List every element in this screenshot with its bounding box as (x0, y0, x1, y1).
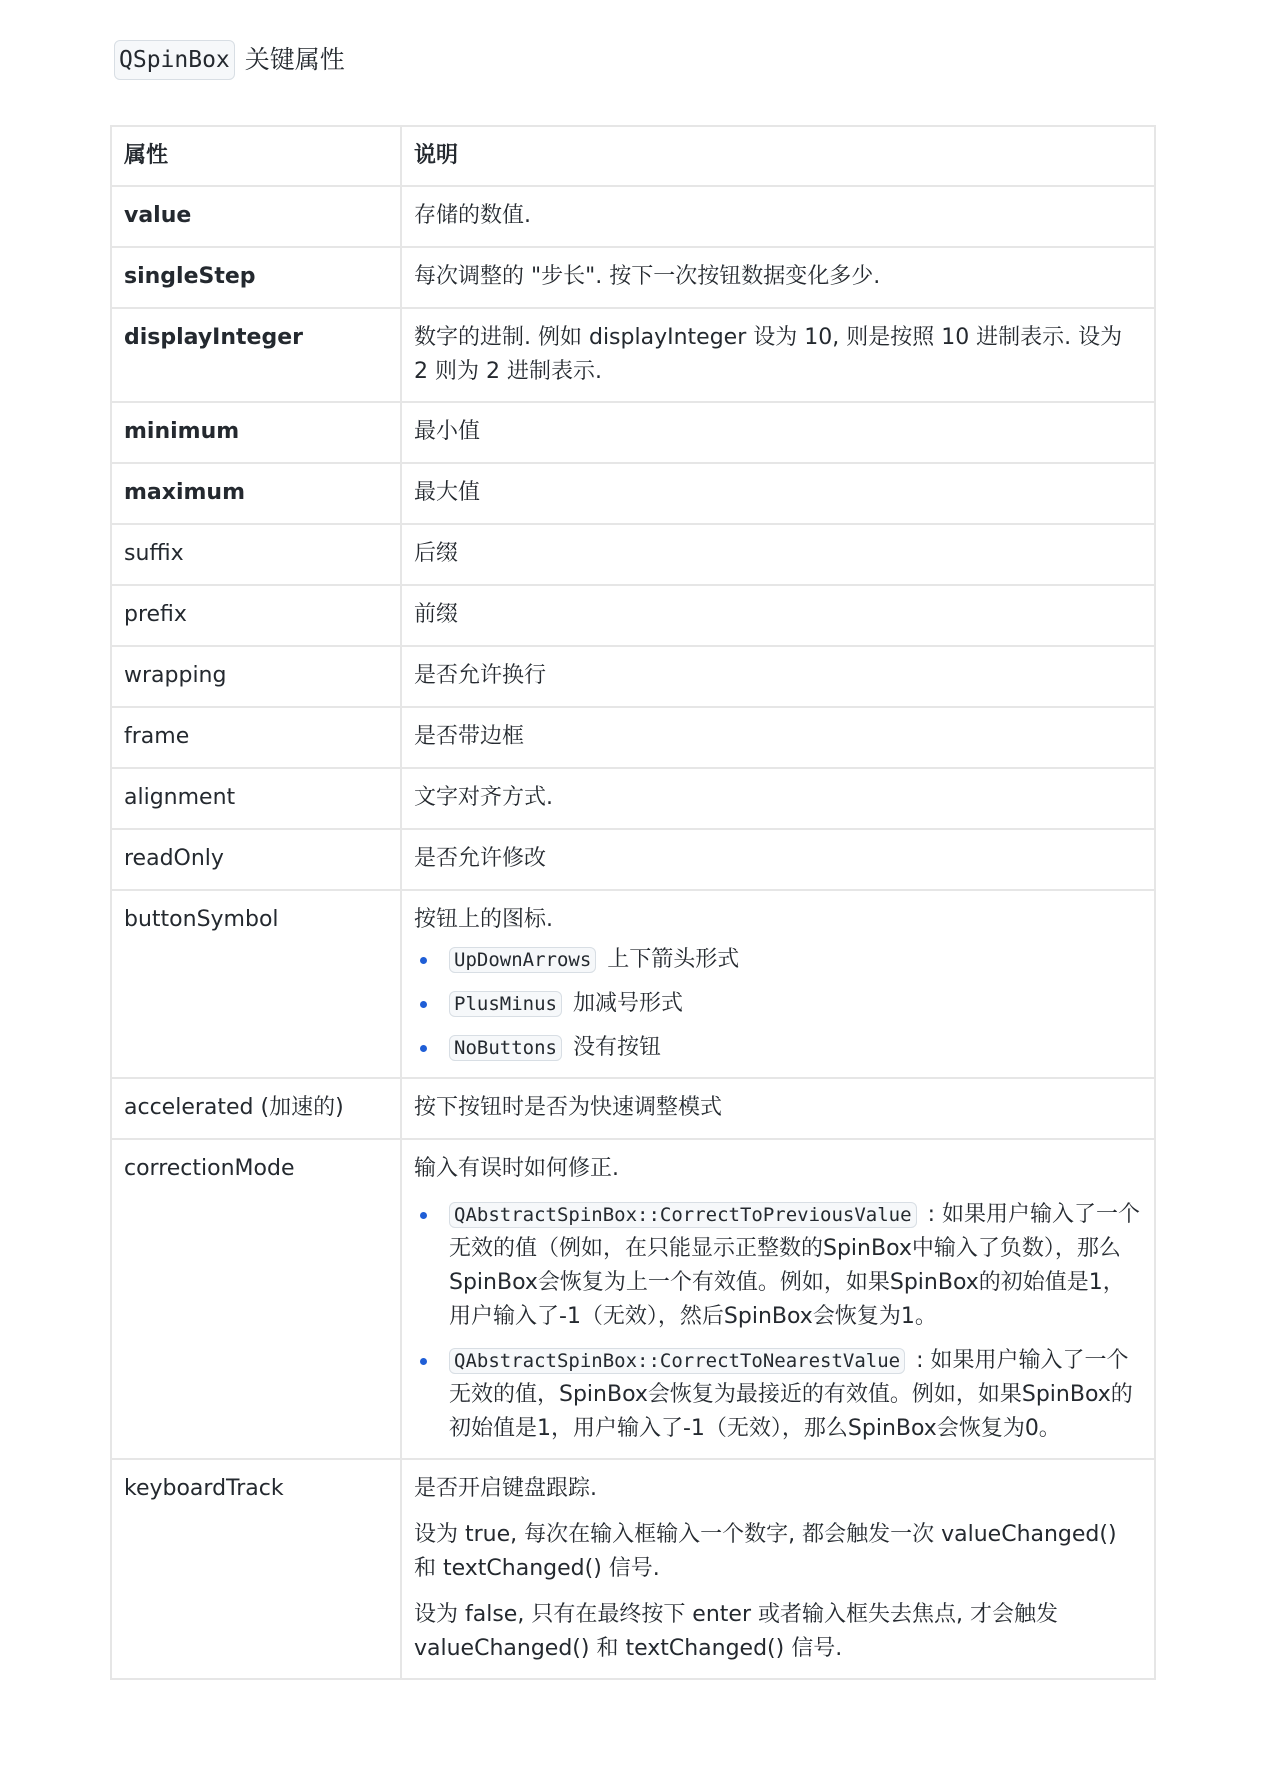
option-code: QAbstractSpinBox::CorrectToPreviousValue (449, 1202, 917, 1228)
property-name: value (111, 186, 401, 247)
property-description: 最大值 (401, 463, 1155, 524)
class-name-code: QSpinBox (114, 40, 235, 80)
property-description: 最小值 (401, 402, 1155, 463)
option-code: QAbstractSpinBox::CorrectToNearestValue (449, 1348, 905, 1374)
option-description: : 如果用户输入了一个无效的值，SpinBox会恢复为最接近的有效值。例如，如果SpinBox的初始值是1，用户输入了-1（无效），那么SpinBox会恢复为0。 (449, 1348, 1133, 1441)
option-description: : 如果用户输入了一个无效的值（例如，在只能显示正整数的SpinBox中输入了负数），那么SpinBox会恢复为上一个有效值。例如，如果SpinBox的初始值是1，用户输入了-1（无效），然后SpinBox会恢复为1。 (449, 1202, 1140, 1329)
property-name: maximum (111, 463, 401, 524)
property-column-header: 属性 (111, 126, 401, 186)
property-name: accelerated (加速的) (111, 1078, 401, 1139)
property-description: 文字对齐方式. (401, 768, 1155, 829)
property-name: readOnly (111, 829, 401, 890)
property-description-cell (401, 1139, 1155, 1459)
list-item (414, 943, 1142, 977)
table-row-read-only (111, 829, 1155, 890)
table-header-row (111, 126, 1155, 186)
table-row-single-step (111, 247, 1155, 308)
description-column-header: 说明 (401, 126, 1155, 186)
property-description: 是否允许修改 (401, 829, 1155, 890)
property-name: singleStep (111, 247, 401, 308)
table-row-maximum (111, 463, 1155, 524)
property-description: 输入有误时如何修正. (414, 1156, 619, 1181)
property-description: 按钮上的图标. (414, 907, 553, 932)
property-description: 设为 false, 只有在最终按下 enter 或者输入框失去焦点, 才会触发 valueChanged() 和 textChanged() 信号. (414, 1602, 1058, 1661)
table-row-keyboard-track (111, 1459, 1155, 1679)
property-description: 前缀 (401, 585, 1155, 646)
table-row-wrapping (111, 646, 1155, 707)
table-row-frame (111, 707, 1155, 768)
property-description: 每次调整的 "步长". 按下一次按钮数据变化多少. (401, 247, 1155, 308)
property-name: alignment (111, 768, 401, 829)
property-name: buttonSymbol (111, 890, 401, 1078)
properties-table (110, 125, 1156, 1680)
table-row-value (111, 186, 1155, 247)
property-description: 设为 true, 每次在输入框输入一个数字, 都会触发一次 valueChanged() 和 textChanged() 信号. (414, 1522, 1117, 1581)
option-description: 上下箭头形式 (607, 947, 740, 972)
property-description: 数字的进制. 例如 displayInteger 设为 10, 则是按照 10 进制表示. 设为 2 则为 2 进制表示. (401, 308, 1155, 402)
table-row-accelerated (111, 1078, 1155, 1139)
table-row-suffix (111, 524, 1155, 585)
button-symbol-options (414, 943, 1142, 1065)
table-row-alignment (111, 768, 1155, 829)
list-item (414, 987, 1142, 1021)
option-code: PlusMinus (449, 991, 562, 1017)
list-item (414, 1031, 1142, 1065)
property-description: 是否开启键盘跟踪. (414, 1476, 597, 1501)
property-name: keyboardTrack (111, 1459, 401, 1679)
property-name: correctionMode (111, 1139, 401, 1459)
table-row-correction-mode (111, 1139, 1155, 1459)
property-name: wrapping (111, 646, 401, 707)
property-description: 存储的数值. (401, 186, 1155, 247)
option-code: NoButtons (449, 1035, 562, 1061)
table-row-button-symbol (111, 890, 1155, 1078)
property-description-cell (401, 890, 1155, 1078)
property-description: 是否带边框 (401, 707, 1155, 768)
properties-table-wrapper (110, 125, 1154, 1680)
property-name: suffix (111, 524, 401, 585)
option-code: UpDownArrows (449, 947, 596, 973)
table-row-prefix (111, 585, 1155, 646)
property-name: minimum (111, 402, 401, 463)
table-row-minimum (111, 402, 1155, 463)
property-description: 后缀 (401, 524, 1155, 585)
list-item (414, 1344, 1142, 1446)
property-name: prefix (111, 585, 401, 646)
correction-mode-options (414, 1198, 1142, 1446)
section-heading-text: 关键属性 (244, 45, 345, 74)
option-description: 没有按钮 (572, 1035, 661, 1060)
table-row-display-integer (111, 308, 1155, 402)
section-heading (114, 40, 345, 80)
property-name: frame (111, 707, 401, 768)
property-description: 是否允许换行 (401, 646, 1155, 707)
list-item (414, 1198, 1142, 1334)
property-name: displayInteger (111, 308, 401, 402)
property-description-cell (401, 1459, 1155, 1679)
property-description: 按下按钮时是否为快速调整模式 (401, 1078, 1155, 1139)
option-description: 加减号形式 (572, 991, 683, 1016)
